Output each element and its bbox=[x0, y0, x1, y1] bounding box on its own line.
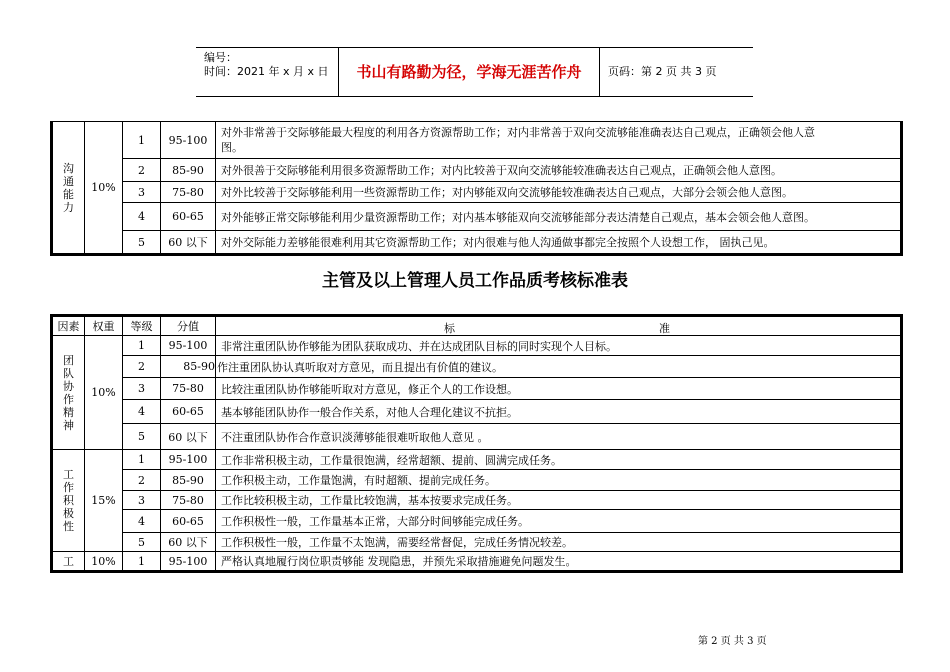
work-criteria: 工作积极主动，工作量饱满，有时超额、提前完成任务。 bbox=[216, 470, 902, 491]
comm-level: 1 bbox=[123, 122, 161, 159]
work-score: 75-80 bbox=[161, 491, 216, 510]
quality-table bbox=[50, 314, 903, 573]
team-criteria: 非常注重团队协作够能为团队获取成功、并在达成团队目标的同时实现个人目标。 bbox=[216, 336, 902, 356]
header-page-label: 页码：第 2 页 共 3 页 bbox=[608, 65, 717, 78]
resp-level: 1 bbox=[123, 552, 161, 572]
header-meta bbox=[196, 48, 339, 96]
work-criteria: 工作积极性一般，工作量基本正常，大部分时间够能完成任务。 bbox=[216, 510, 902, 533]
comm-level: 3 bbox=[123, 182, 161, 203]
comm-score: 95-100 bbox=[161, 122, 216, 159]
header-weight: 权重 bbox=[85, 316, 123, 336]
team-score: 60 以下 bbox=[161, 424, 216, 450]
work-criteria: 工作积极性一般，工作量不太饱满，需要经常督促，完成任务情况较差。 bbox=[216, 533, 902, 552]
header-factor: 因素 bbox=[52, 316, 85, 336]
work-weight: 15% bbox=[85, 450, 123, 552]
team-category: 团队协作精神 bbox=[52, 336, 85, 450]
team-level: 3 bbox=[123, 378, 161, 400]
resp-criteria: 严格认真地履行岗位职责够能 发现隐患，并预先采取措施避免问题发生。 bbox=[216, 552, 902, 572]
header-level: 等级 bbox=[123, 316, 161, 336]
page-header bbox=[196, 47, 753, 97]
team-criteria: 基本够能团队协作一般合作关系，对他人合理化建议不抗拒。 bbox=[216, 400, 902, 424]
team-score: 75-80 bbox=[161, 378, 216, 400]
header-score: 分值 bbox=[161, 316, 216, 336]
work-criteria: 工作非常积极主动，工作量很饱满，经常超额、提前、圆满完成任务。 bbox=[216, 450, 902, 470]
comm-criteria: 对外比较善于交际够能利用一些资源帮助工作；对内够能双向交流够能较准确表达自己观点，大部分会领会他人意图。 bbox=[216, 182, 902, 203]
work-score: 95-100 bbox=[161, 450, 216, 470]
team-level: 1 bbox=[123, 336, 161, 356]
work-score: 60-65 bbox=[161, 510, 216, 533]
team-level: 5 bbox=[123, 424, 161, 450]
team-score: 60-65 bbox=[161, 400, 216, 424]
header-standard: 标 准 bbox=[216, 316, 902, 336]
work-score: 85-90 bbox=[161, 470, 216, 491]
team-score: 85-90 bbox=[161, 356, 216, 378]
team-criteria: 不注重团队协作合作意识淡薄够能很难听取他人意见 。 bbox=[216, 424, 902, 450]
work-level: 1 bbox=[123, 450, 161, 470]
header-slogan: 书山有路勤为径，学海无涯苦作舟 bbox=[339, 48, 600, 96]
work-score: 60 以下 bbox=[161, 533, 216, 552]
comm-criteria: 对外能够正常交际够能利用少量资源帮助工作；对内基本够能双向交流够能部分表达清楚自己观点，基本会领会他人意图。 bbox=[216, 203, 902, 231]
time-label: 时间：2021 年 x 月 x 日 bbox=[204, 65, 329, 78]
work-level: 4 bbox=[123, 510, 161, 533]
comm-score: 60-65 bbox=[161, 203, 216, 231]
comm-score: 75-80 bbox=[161, 182, 216, 203]
team-weight: 10% bbox=[85, 336, 123, 450]
team-level: 2 bbox=[123, 356, 161, 378]
comm-level: 4 bbox=[123, 203, 161, 231]
comm-level: 5 bbox=[123, 231, 161, 255]
comm-criteria: 对外很善于交际够能利用很多资源帮助工作；对内比较善于双向交流够能较准确表达自己观点，正确领会他人意图。 bbox=[216, 159, 902, 182]
comm-category: 沟通能力 bbox=[52, 122, 85, 255]
work-level: 3 bbox=[123, 491, 161, 510]
team-criteria: 作注重团队协认真听取对方意见，而且提出有价值的建议。 bbox=[216, 356, 902, 378]
work-level: 5 bbox=[123, 533, 161, 552]
comm-score: 60 以下 bbox=[161, 231, 216, 255]
page-title: 主管及以上管理人员工作品质考核标准表 bbox=[322, 271, 628, 291]
page-footer: 第 2 页 共 3 页 bbox=[698, 636, 767, 647]
number-label: 编号： bbox=[204, 51, 237, 64]
resp-score: 95-100 bbox=[161, 552, 216, 572]
comm-score: 85-90 bbox=[161, 159, 216, 182]
comm-table bbox=[50, 121, 903, 256]
comm-level: 2 bbox=[123, 159, 161, 182]
work-criteria: 工作比较积极主动，工作量比较饱满，基本按要求完成任务。 bbox=[216, 491, 902, 510]
resp-category: 工 bbox=[52, 552, 85, 572]
comm-criteria: 对外交际能力差够能很难利用其它资源帮助工作；对内很难与他人沟通做事都完全按照个人设想工作， 固执己见。 bbox=[216, 231, 902, 255]
team-level: 4 bbox=[123, 400, 161, 424]
comm-criteria: 对外非常善于交际够能最大程度的利用各方资源帮助工作；对内非常善于双向交流够能准确表达自己观点，正确领会他人意 图。 bbox=[216, 122, 902, 159]
comm-weight: 10% bbox=[85, 122, 123, 255]
work-level: 2 bbox=[123, 470, 161, 491]
work-category: 工作积极性 bbox=[52, 450, 85, 552]
resp-weight: 10% bbox=[85, 552, 123, 572]
team-score: 95-100 bbox=[161, 336, 216, 356]
team-criteria: 比较注重团队协作够能听取对方意见，修正个人的工作设想。 bbox=[216, 378, 902, 400]
